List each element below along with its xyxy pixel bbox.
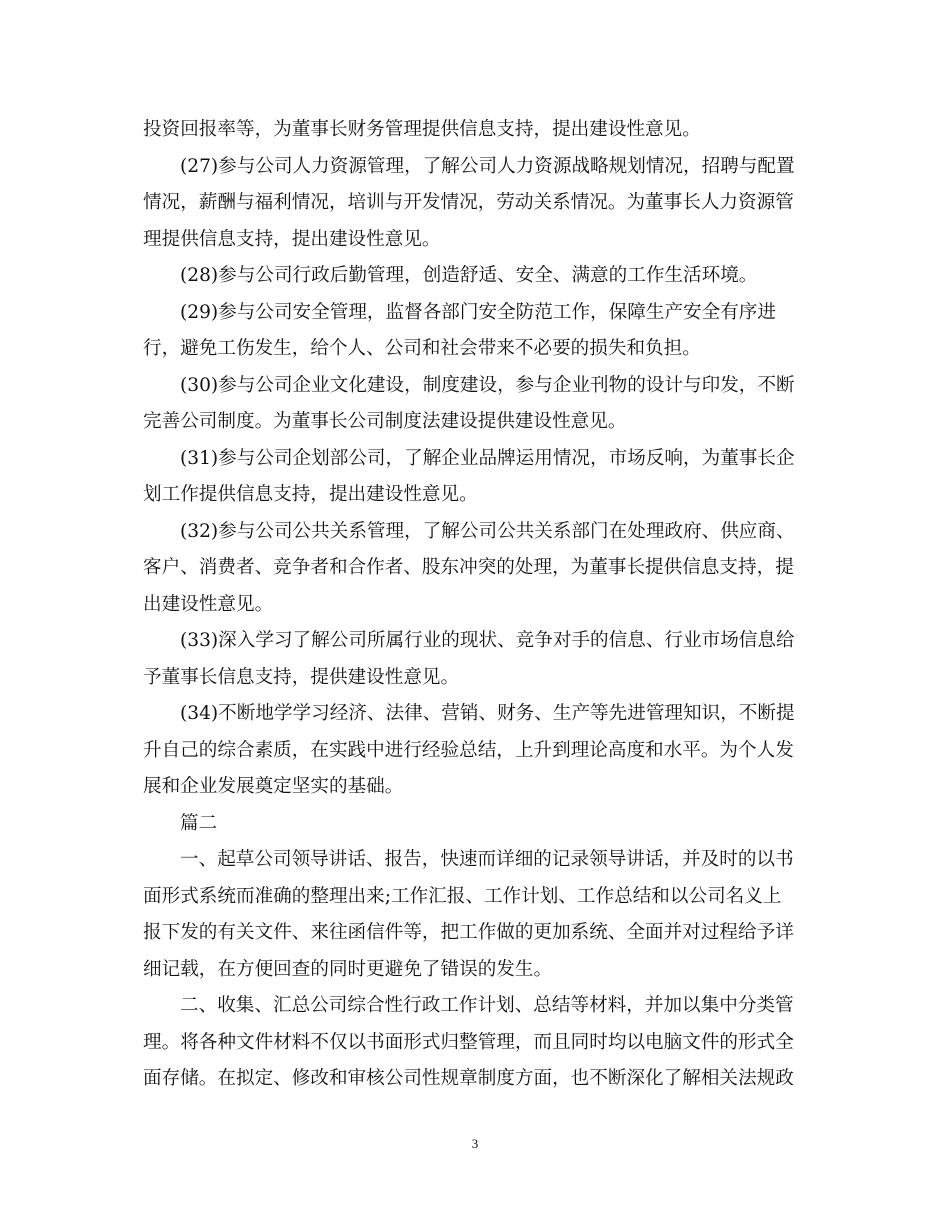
text-line: 细记载，在方便回查的同时更避免了错误的发生。: [143, 958, 553, 980]
text-line: 报下发的有关文件、来往函信件等，把工作做的更加系统、全面并对过程给予详: [143, 922, 794, 943]
text-line: 情况，薪酬与福利情况，培训与开发情况，劳动关系情况。为董事长人力资源管: [143, 192, 794, 213]
text-line: 升自己的综合素质，在实践中进行经验总结，上升到理论高度和水平。为个人发: [143, 739, 794, 761]
text-line: (28)参与公司行政后勤管理，创造舒适、安全、满意的工作生活环境。: [180, 265, 758, 286]
text-line: 面形式系统而准确的整理出来;工作汇报、工作计划、工作总结和以公司名义上: [143, 885, 782, 907]
text-line: 理。将各种文件材料不仅以书面形式归整管理，而且同时均以电脑文件的形式全: [143, 1031, 794, 1053]
text-line: (32)参与公司公共关系管理，了解公司公共关系部门在处理政府、供应商、: [180, 520, 795, 542]
text-line: 一、起草公司领导讲话、报告，快速而详细的记录领导讲话，并及时的以书: [180, 849, 794, 870]
text-line: 完善公司制度。为董事长公司制度法建设提供建设性意见。: [143, 411, 627, 432]
text-line: 行，避免工伤发生，给个人、公司和社会带来不必要的损失和负担。: [143, 338, 701, 359]
text-line: (33)深入学习了解公司所属行业的现状、竞争对手的信息、行业市场信息给: [180, 630, 795, 651]
page-number: 3: [471, 1136, 479, 1151]
text-line: 面存储。在拟定、修改和审核公司性规章制度方面，也不断深化了解相关法规政: [143, 1068, 794, 1089]
text-line: (31)参与公司企划部公司，了解企业品牌运用情况，市场反响，为董事长企: [180, 447, 795, 469]
text-line: (30)参与公司企业文化建设，制度建设，参与企业刊物的设计与印发，不断: [180, 374, 795, 396]
text-line: 客户、消费者、竞争者和合作者、股东冲突的处理，为董事长提供信息支持，提: [143, 557, 794, 578]
text-line: 予董事长信息支持，提供建设性意见。: [143, 666, 460, 688]
text-line: 出建设性意见。: [143, 593, 274, 615]
text-line: (34)不断地学学习经济、法律、营销、财务、生产等先进管理知识，不断提: [180, 703, 795, 724]
text-line: (27)参与公司人力资源管理，了解公司人力资源战略规划情况，招聘与配置: [180, 155, 795, 177]
text-line: 篇二: [180, 812, 218, 834]
text-line: 展和企业发展奠定坚实的基础。: [143, 776, 404, 797]
text-line: 投资回报率等，为董事长财务管理提供信息支持，提出建设性意见。: [143, 119, 701, 140]
text-line: 理提供信息支持，提出建设性意见。: [143, 228, 441, 250]
text-line: (29)参与公司安全管理，监督各部门安全防范工作，保障生产安全有序进: [180, 301, 776, 323]
text-line: 划工作提供信息支持，提出建设性意见。: [143, 484, 478, 505]
text-line: 二、收集、汇总公司综合性行政工作计划、总结等材料，并加以集中分类管: [180, 995, 794, 1016]
document-body: [143, 112, 807, 1098]
